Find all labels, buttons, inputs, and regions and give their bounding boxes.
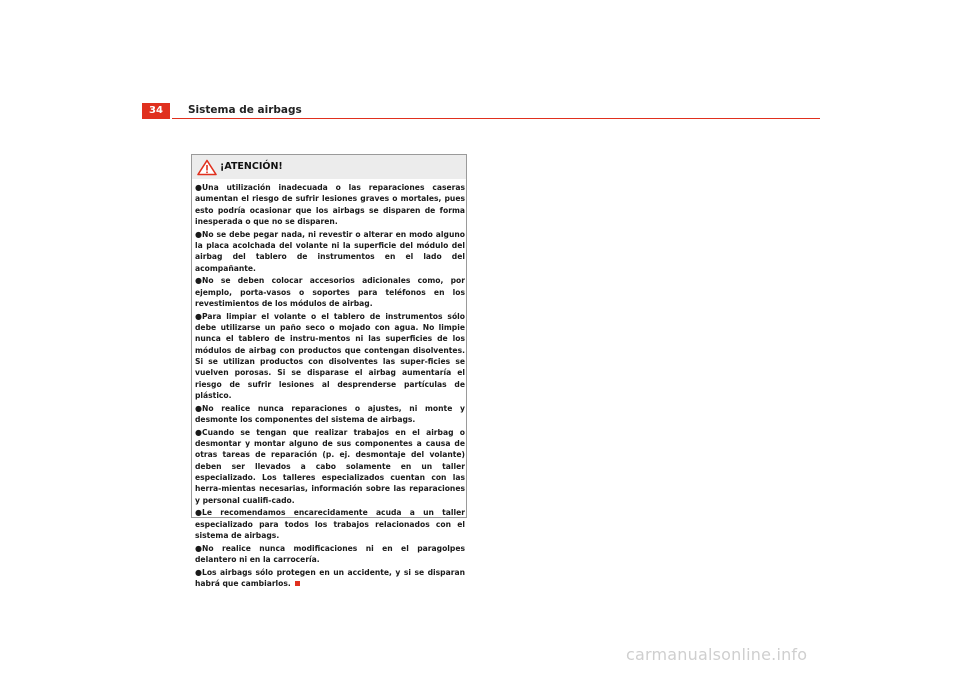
- warning-body: [195, 182, 465, 591]
- bullet-icon: ●: [195, 427, 202, 437]
- bullet-icon: ●: [195, 567, 202, 577]
- warning-box: [191, 154, 467, 589]
- bullet-icon: ●: [195, 276, 202, 286]
- warning-item: ●Para limpiar el volante o el tablero de instrumentos sólo debe utilizarse un paño seco o mojado con agua. No limpie nunca el tablero de instru-mentos ni las superficies de los módulos de airbag con productos que contengan disolventes. Si se utilizan productos con disolventes las super-ficies se vuelven porosas. Si se disparase el airbag aumentaría el riesgo de sufrir lesiones al desprenderse partículas de plástico.: [195, 311, 465, 400]
- bullet-icon: ●: [195, 403, 202, 413]
- warning-item: ●No se deben colocar accesorios adicionales como, por ejemplo, porta-vasos o soportes para teléfonos en los revestimientos de los módulos de airbag.: [195, 276, 465, 308]
- warning-item: ●No se debe pegar nada, ni revestir o alterar en modo alguno la placa acolchada del volante ni la superficie del módulo del airbag del tablero de instrumentos en el lado del acompañante.: [195, 229, 465, 273]
- header-rule: [172, 118, 820, 119]
- warning-item: ●Una utilización inadecuada o las reparaciones caseras aumentan el riesgo de sufrir lesiones graves o mortales, pues esto podría ocasionar que los airbags se disparen de forma inesperada o que no se disparen.: [195, 183, 465, 226]
- bullet-icon: ●: [195, 229, 202, 239]
- warning-item: ●No realice nunca modificaciones ni en el paragolpes delantero ni en la carrocería.: [195, 543, 465, 564]
- page-number-badge: 34: [142, 103, 170, 119]
- warning-header: [192, 155, 466, 179]
- page-header-title: Sistema de airbags: [188, 104, 302, 116]
- bullet-icon: ●: [195, 311, 202, 321]
- bullet-icon: ●: [195, 543, 202, 553]
- end-of-section-icon: [295, 581, 300, 586]
- warning-item: ●Le recomendamos encarecidamente acuda a un taller especializado para todos los trabajos relacionados con el sistema de airbags.: [195, 508, 465, 540]
- warning-title: ¡ATENCIÓN!: [220, 161, 283, 172]
- warning-item: ●Cuando se tengan que realizar trabajos en el airbag o desmontar y montar alguno de sus componentes a causa de otras tareas de reparación (p. ej. desmontaje del volante) deben ser llevados a cabo solamente en un taller especializado. Los talleres especializados cuentan con las herra-mientas necesarias, información sobre las reparaciones y personal cualifi-cado.: [195, 427, 465, 505]
- bullet-icon: ●: [195, 183, 202, 192]
- watermark: carmanualsonline.info: [626, 645, 808, 664]
- warning-triangle-icon: [197, 159, 217, 176]
- warning-item: ●No realice nunca reparaciones o ajustes, ni monte y desmonte los componentes del sistema de airbags.: [195, 403, 465, 424]
- bullet-icon: ●: [195, 508, 202, 518]
- warning-item: ●Los airbags sólo protegen en un accidente, y si se disparan habrá que cambiarlos.: [195, 567, 465, 589]
